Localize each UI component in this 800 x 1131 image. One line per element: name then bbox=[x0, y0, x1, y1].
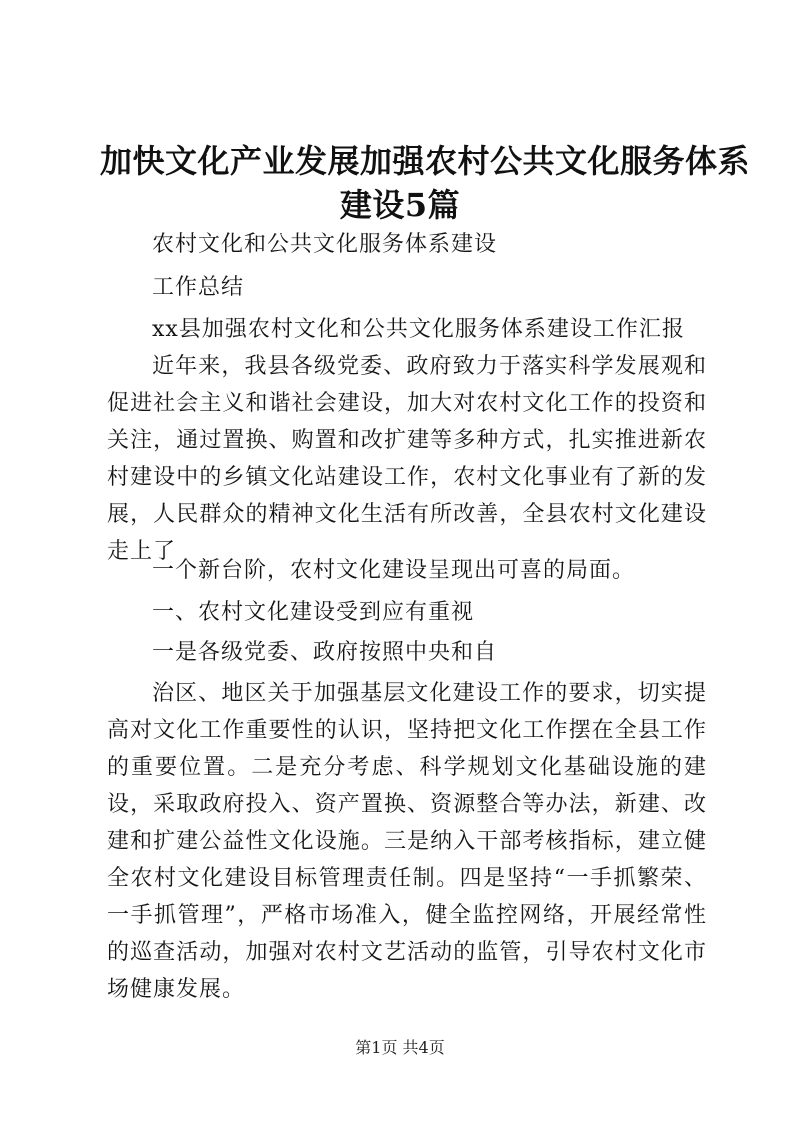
paragraph-new-stage: 一个新台阶，农村文化建设呈现出可喜的局面。 bbox=[152, 558, 636, 583]
paragraph-subtitle: 农村文化和公共文化服务体系建设 bbox=[152, 232, 498, 257]
paragraph-work-summary: 工作总结 bbox=[152, 275, 245, 300]
paragraph-details: 治区、地区关于加强基层文化建设工作的要求，切实提高对文化工作重要性的认识，坚持把文化工作摆在全县工作的重要位置。二是充分考虑、科学规划文化基础设施的建设，采取政府投入、资产置换、资源整合等办法，新建、改建和扩建公益性文化设施。三是纳入干部考核指标，建立健全农村文化建设目标管理责任制。四是坚持“一手抓繁荣、一手抓管理”，严格市场准入，健全监控网络，开展经常性的巡查活动，加强对农村文艺活动的监管，引导农村文化市场健康发展。 bbox=[107, 681, 707, 1002]
paragraph-point-one: 一是各级党委、政府按照中央和自 bbox=[152, 640, 498, 665]
document-title-line2: 建设5篇 bbox=[339, 186, 461, 224]
paragraph-intro: 近年来，我县各级党委、政府致力于落实科学发展观和促进社会主义和谐社会建设，加大对农村文化工作的投资和关注，通过置换、购置和改扩建等多种方式，扎实推进新农村建设中的乡镇文化站建设工作，农村文化事业有了新的发展，人民群众的精神文化生活有所改善，全县农村文化建设走上了 bbox=[107, 354, 707, 564]
paragraph-report-title: xx县加强农村文化和公共文化服务体系建设工作汇报 bbox=[152, 317, 685, 342]
page-footer: 第1页 共4页 bbox=[355, 1038, 445, 1057]
section-heading-1: 一、农村文化建设受到应有重视 bbox=[152, 600, 475, 625]
document-title-line1: 加快文化产业发展加强农村公共文化服务体系 bbox=[100, 142, 751, 180]
